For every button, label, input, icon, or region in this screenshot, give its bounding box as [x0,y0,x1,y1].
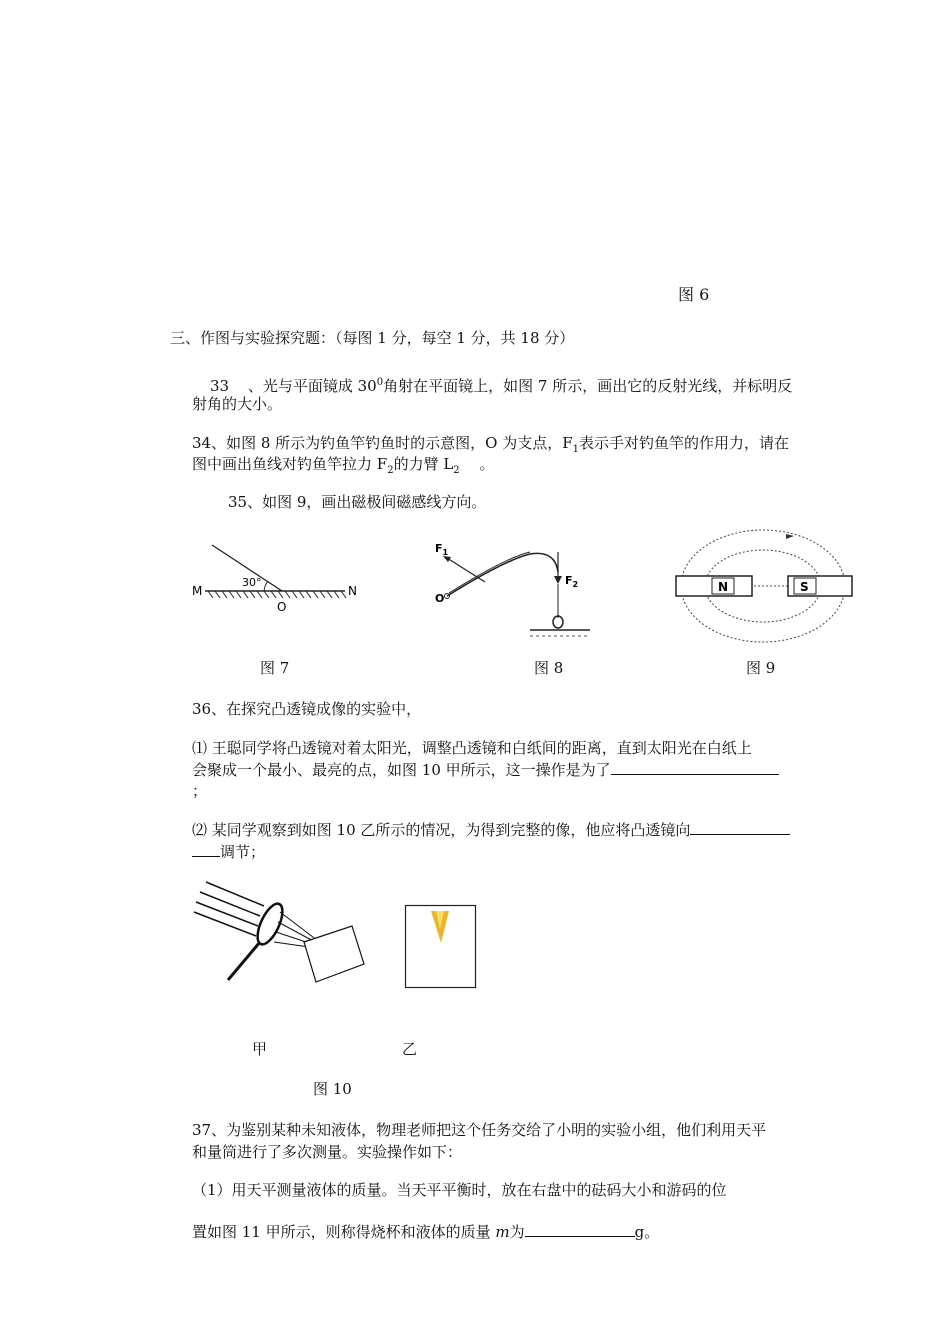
fig10-lens-handle [228,942,260,980]
q34-text-b2: 的力臂 L [393,455,454,473]
q34-l2-sub: 2 [453,465,460,476]
q36-p2-line2-text: 调节； [220,843,266,861]
q33-text-a: 、光与平面镜成 30 [247,377,377,395]
q36-p1-line2 [192,758,779,782]
fig8-f1-arrow [447,558,485,582]
q33-line1 [210,371,792,398]
q34-text-b3: 。 [459,455,495,473]
fig7-angle-arc [264,581,268,591]
fig10-label-jia: 甲 [252,1040,268,1058]
q37-line4 [192,1220,659,1244]
q36-p2-line2 [192,840,265,864]
fig9-magnet-n [676,576,752,596]
q37-blank-mass[interactable] [525,1222,635,1237]
fig10-yi-diagram [405,905,477,990]
fig7-mirror-hatching [208,591,346,598]
q33-number: 33 [210,377,230,395]
q35-text: 35、如图 9，画出磁极间磁感线方向。 [228,493,487,511]
fig9-field-arrow [786,534,794,539]
q34-text-a: 34、如图 8 所示为钓鱼竿钓鱼时的示意图，O 为支点，F [192,434,573,452]
q37-line1: 37、为鉴别某种未知液体，物理老师把这个任务交给了小明的实验小组，他们利用天平 [192,1121,767,1139]
fig10-label-yi: 乙 [402,1040,418,1058]
fig9-caption: 图 9 [746,659,776,677]
q37-line4-text-c: g。 [634,1223,660,1241]
fig7-label-n: N [348,584,357,598]
q34-line2 [192,452,494,483]
q33-degree-sup: 0 [376,377,384,388]
fig7-diagram [190,535,365,620]
q36-blank-2b[interactable] [192,842,220,857]
fig10-sun-rays [194,882,264,936]
fig9-magnet-s [788,576,852,596]
q36-p2-line1 [192,818,790,842]
section-title: 三、作图与实验探究题：（每图 1 分，每空 1 分，共 18 分） [170,329,575,347]
fig8-label-o: O [435,592,445,605]
fig8-f2-arrowhead [554,576,562,584]
fig7-angle-label: 30° [242,576,262,589]
fig8-label-f1: $F_1$ [435,542,449,557]
fig10-white-paper [304,926,364,982]
fig10-caption: 图 10 [313,1080,352,1098]
fig8-diagram [425,530,600,650]
fig8-caption: 图 8 [534,659,564,677]
q37-line2: 和量筒进行了多次测量。实验操作如下： [192,1143,463,1161]
fig10-jia-diagram [192,872,367,992]
fig7-label-m: M [192,584,203,598]
q36-p1-line1: ⑴ 王聪同学将凸透镜对着太阳光，调整凸透镜和白纸间的距离，直到太阳光在白纸上 [192,739,752,757]
q34-f1-sub: 1 [572,444,580,455]
q36-blank-2a[interactable] [690,820,790,835]
fig7-caption: 图 7 [260,659,290,677]
q36-p1-line2-text: 会聚成一个最小、最亮的点，如图 10 甲所示，这一操作是为了 [192,761,611,779]
fig9-diagram [668,520,858,655]
fig8-fishing-rod [447,553,558,596]
q36-p2-line1-text: ⑵ 某同学观察到如图 10 乙所示的情况，为得到完整的像，他应将凸透镜向 [192,821,691,839]
q34-f2-sub: 2 [387,465,394,476]
fig9-label-s: S [800,580,809,594]
fig6-caption: 图 6 [678,285,710,304]
q37-line4-text-b: 为 [509,1223,525,1241]
q37-mass-symbol: m [495,1223,510,1241]
q36-blank-1[interactable] [611,760,779,775]
q37-line4-text-a: 置如图 11 甲所示，则称得烧杯和液体的质量 [192,1223,496,1241]
q34-text-a2: 表示手对钓鱼竿的作用力，请在 [579,434,790,452]
q36-p1-line3: ； [192,782,208,800]
q37-line3: （1）用天平测量液体的质量。当天平平衡时，放在右盘中的砝码大小和游码的位 [192,1181,727,1199]
fig8-label-f2: $F_2$ [565,574,579,589]
fig7-label-o: O [277,600,287,614]
q34-text-b: 图中画出鱼线对钓鱼竿拉力 F [192,455,388,473]
q33-line2: 射角的大小。 [192,395,283,413]
q36-intro: 36、在探究凸透镜成像的实验中， [192,700,422,718]
q33-text-b: 角射在平面镜上，如图 7 所示，画出它的反射光线，并标明反 [383,377,793,395]
fig9-label-n: N [718,580,729,594]
